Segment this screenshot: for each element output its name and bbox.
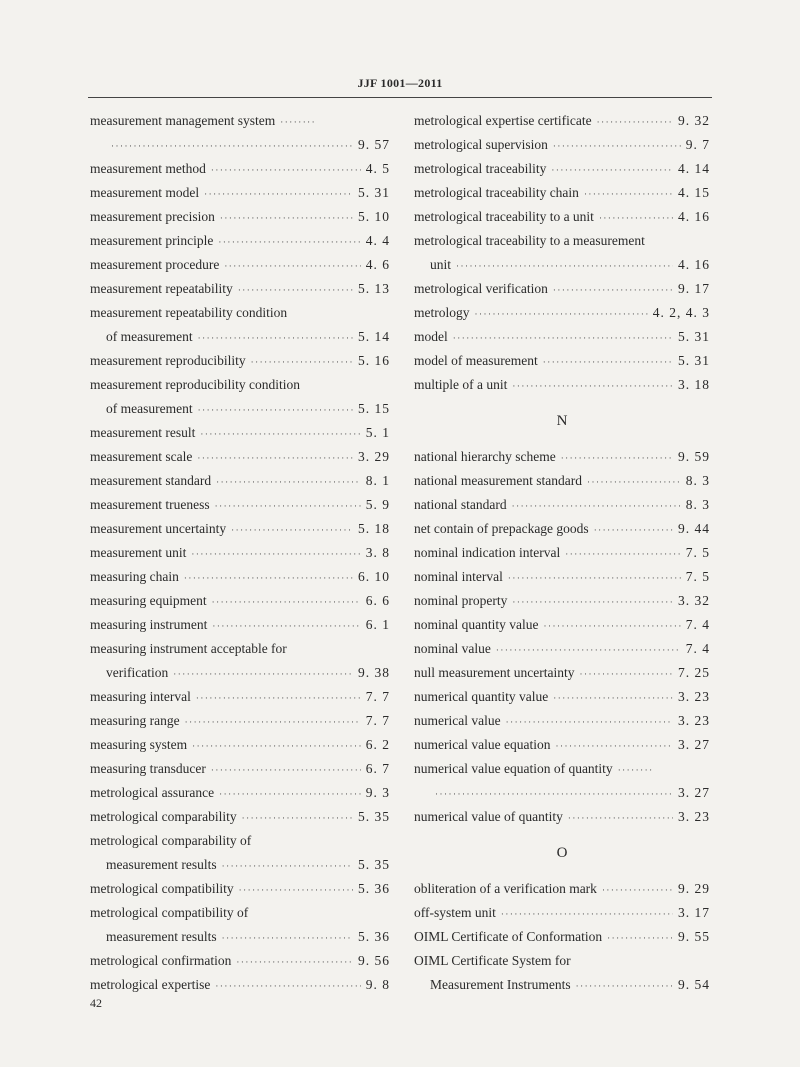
index-term: metrological assurance bbox=[90, 785, 215, 800]
index-reference: 4. 5 bbox=[365, 161, 390, 176]
index-reference: 7. 25 bbox=[678, 665, 710, 680]
index-term: national hierarchy scheme bbox=[414, 449, 556, 464]
index-entry bbox=[414, 205, 710, 229]
dot-leader bbox=[200, 422, 360, 446]
index-term: metrological compatibility bbox=[90, 881, 234, 896]
index-reference: 3. 27 bbox=[678, 785, 710, 800]
index-term: numerical value bbox=[414, 713, 501, 728]
index-reference: 5. 10 bbox=[358, 209, 390, 224]
index-term: metrological traceability to a measurement bbox=[414, 233, 645, 248]
dot-leader bbox=[196, 686, 361, 710]
dot-leader bbox=[597, 110, 673, 134]
index-entry bbox=[90, 973, 390, 997]
index-reference: 4. 4 bbox=[365, 233, 390, 248]
dot-leader bbox=[551, 158, 673, 182]
index-entry bbox=[414, 301, 710, 325]
index-entry bbox=[414, 373, 710, 397]
index-reference: 3. 27 bbox=[678, 737, 710, 752]
index-reference: 3. 17 bbox=[678, 905, 710, 920]
index-term: of measurement bbox=[106, 401, 193, 416]
index-term: null measurement uncertainty bbox=[414, 665, 575, 680]
index-reference: 9. 44 bbox=[678, 521, 710, 536]
dot-leader bbox=[251, 350, 353, 374]
index-entry bbox=[90, 181, 390, 205]
dot-leader bbox=[280, 110, 316, 134]
index-entry bbox=[90, 157, 390, 181]
dot-leader bbox=[553, 134, 681, 158]
index-entry bbox=[414, 229, 710, 253]
index-entry bbox=[414, 109, 710, 133]
dot-leader bbox=[222, 854, 353, 878]
dot-leader bbox=[435, 782, 673, 806]
dot-leader bbox=[607, 926, 673, 950]
dot-leader bbox=[238, 278, 353, 302]
index-entry bbox=[90, 925, 390, 949]
index-term: measuring range bbox=[90, 713, 180, 728]
dot-leader bbox=[224, 254, 360, 278]
index-reference: 9. 32 bbox=[678, 113, 710, 128]
index-entry bbox=[90, 565, 390, 589]
index-entry bbox=[90, 133, 390, 157]
index-reference: 9. 29 bbox=[678, 881, 710, 896]
index-term: multiple of a unit bbox=[414, 377, 508, 392]
index-reference: 5. 13 bbox=[358, 281, 390, 296]
index-entry bbox=[414, 469, 710, 493]
dot-leader bbox=[204, 182, 353, 206]
dot-leader bbox=[453, 326, 673, 350]
index-column-right bbox=[414, 109, 710, 997]
index-entry bbox=[90, 325, 390, 349]
index-term: measurement method bbox=[90, 161, 206, 176]
index-reference: 5. 36 bbox=[358, 881, 390, 896]
index-entry bbox=[90, 685, 390, 709]
dot-leader bbox=[198, 398, 353, 422]
index-term: metrological verification bbox=[414, 281, 548, 296]
index-reference: 9. 57 bbox=[358, 137, 390, 152]
index-reference: 3. 23 bbox=[678, 689, 710, 704]
index-reference: 7. 5 bbox=[685, 569, 710, 584]
index-entry bbox=[90, 397, 390, 421]
index-term: metrology bbox=[414, 305, 470, 320]
index-reference: 5. 35 bbox=[358, 857, 390, 872]
index-reference: 3. 23 bbox=[678, 713, 710, 728]
index-term: unit bbox=[430, 257, 452, 272]
index-entry bbox=[414, 589, 710, 613]
index-reference: 7. 7 bbox=[365, 713, 390, 728]
index-term: verification bbox=[106, 665, 169, 680]
index-term: numerical value equation bbox=[414, 737, 551, 752]
index-entry bbox=[90, 901, 390, 925]
index-term: nominal value bbox=[414, 641, 491, 656]
index-entry bbox=[414, 661, 710, 685]
index-reference: 4. 15 bbox=[678, 185, 710, 200]
index-entry bbox=[414, 133, 710, 157]
index-reference: 7. 7 bbox=[365, 689, 390, 704]
index-term: measurement reproducibility bbox=[90, 353, 246, 368]
index-reference: 8. 1 bbox=[365, 473, 390, 488]
header-divider bbox=[88, 97, 712, 98]
index-term: measurement procedure bbox=[90, 257, 220, 272]
dot-leader bbox=[555, 734, 673, 758]
index-reference: 9. 54 bbox=[678, 977, 710, 992]
index-term: nominal interval bbox=[414, 569, 503, 584]
index-term: nominal indication interval bbox=[414, 545, 561, 560]
dot-leader bbox=[599, 206, 673, 230]
index-term: Measurement Instruments bbox=[430, 977, 571, 992]
dot-leader bbox=[584, 182, 673, 206]
index-term: metrological comparability bbox=[90, 809, 237, 824]
dot-leader bbox=[512, 374, 673, 398]
dot-leader bbox=[242, 806, 353, 830]
index-entry bbox=[414, 901, 710, 925]
index-entry bbox=[414, 781, 710, 805]
index-term: measurement management system bbox=[90, 113, 276, 128]
index-term: metrological supervision bbox=[414, 137, 548, 152]
index-entry bbox=[414, 925, 710, 949]
index-reference: 5. 18 bbox=[358, 521, 390, 536]
index-reference: 6. 10 bbox=[358, 569, 390, 584]
index-entry bbox=[90, 229, 390, 253]
dot-leader bbox=[185, 710, 361, 734]
dot-leader bbox=[553, 278, 673, 302]
index-entry bbox=[414, 157, 710, 181]
index-reference: 3. 18 bbox=[678, 377, 710, 392]
index-reference: 4. 16 bbox=[678, 209, 710, 224]
index-reference: 6. 2 bbox=[365, 737, 390, 752]
dot-leader bbox=[236, 950, 353, 974]
index-term: measurement result bbox=[90, 425, 196, 440]
index-term: OIML Certificate System for bbox=[414, 953, 571, 968]
dot-leader bbox=[173, 662, 353, 686]
index-entry bbox=[90, 709, 390, 733]
index-entry bbox=[414, 613, 710, 637]
dot-leader bbox=[218, 230, 360, 254]
index-entry bbox=[90, 733, 390, 757]
dot-leader bbox=[512, 590, 673, 614]
index-term: measurement standard bbox=[90, 473, 212, 488]
index-reference: 8. 3 bbox=[685, 473, 710, 488]
index-entry bbox=[414, 181, 710, 205]
dot-leader bbox=[197, 446, 353, 470]
dot-leader bbox=[506, 710, 673, 734]
index-entry bbox=[414, 541, 710, 565]
index-reference: 5. 31 bbox=[358, 185, 390, 200]
index-reference: 9. 17 bbox=[678, 281, 710, 296]
index-reference: 6. 6 bbox=[365, 593, 390, 608]
index-reference: 5. 15 bbox=[358, 401, 390, 416]
index-term: measurement repeatability condition bbox=[90, 305, 288, 320]
index-entry bbox=[90, 301, 390, 325]
dot-leader bbox=[111, 134, 353, 158]
index-reference: 5. 31 bbox=[678, 329, 710, 344]
dot-leader bbox=[215, 974, 360, 998]
index-reference: 3. 23 bbox=[678, 809, 710, 824]
index-entry bbox=[90, 253, 390, 277]
index-reference: 5. 9 bbox=[365, 497, 390, 512]
dot-leader bbox=[215, 494, 361, 518]
index-entry bbox=[90, 205, 390, 229]
index-entry bbox=[90, 517, 390, 541]
index-term: numerical quantity value bbox=[414, 689, 549, 704]
dot-leader bbox=[543, 350, 673, 374]
dot-leader bbox=[543, 614, 680, 638]
index-term: off-system unit bbox=[414, 905, 496, 920]
index-reference: 9. 7 bbox=[685, 137, 710, 152]
index-entry bbox=[90, 781, 390, 805]
index-entry bbox=[414, 517, 710, 541]
index-term: national standard bbox=[414, 497, 507, 512]
dot-leader bbox=[211, 158, 361, 182]
dot-leader bbox=[565, 542, 681, 566]
index-entry bbox=[414, 637, 710, 661]
index-term: measuring chain bbox=[90, 569, 179, 584]
index-entry bbox=[90, 421, 390, 445]
dot-leader bbox=[553, 686, 673, 710]
index-term: metrological expertise certificate bbox=[414, 113, 592, 128]
index-reference: 3. 32 bbox=[678, 593, 710, 608]
index-term: metrological expertise bbox=[90, 977, 211, 992]
dot-leader bbox=[212, 590, 361, 614]
index-entry bbox=[414, 805, 710, 829]
index-term: model bbox=[414, 329, 448, 344]
section-letter-heading: N bbox=[556, 413, 568, 429]
dot-leader bbox=[475, 302, 648, 326]
index-term: measurement trueness bbox=[90, 497, 210, 512]
index-entry bbox=[414, 325, 710, 349]
index-entry bbox=[414, 757, 710, 781]
dot-leader bbox=[594, 518, 673, 542]
index-entry bbox=[90, 277, 390, 301]
index-reference: 5. 31 bbox=[678, 353, 710, 368]
index-term: measuring equipment bbox=[90, 593, 207, 608]
index-reference: 9. 56 bbox=[358, 953, 390, 968]
index-entry bbox=[90, 493, 390, 517]
index-reference: 4. 14 bbox=[678, 161, 710, 176]
index-reference: 7. 4 bbox=[685, 617, 710, 632]
index-entry bbox=[414, 685, 710, 709]
index-entry bbox=[414, 565, 710, 589]
page-header-title: JJF 1001—2011 bbox=[357, 76, 443, 90]
index-term: measuring system bbox=[90, 737, 188, 752]
index-reference: 4. 6 bbox=[365, 257, 390, 272]
index-term: net contain of prepackage goods bbox=[414, 521, 589, 536]
index-entry bbox=[414, 349, 710, 373]
index-term: measurement model bbox=[90, 185, 200, 200]
index-term: nominal property bbox=[414, 593, 508, 608]
index-entry bbox=[414, 253, 710, 277]
index-entry bbox=[90, 661, 390, 685]
index-entry bbox=[414, 733, 710, 757]
dot-leader bbox=[512, 494, 681, 518]
index-entry bbox=[90, 877, 390, 901]
index-entry bbox=[90, 637, 390, 661]
index-term: metrological traceability chain bbox=[414, 185, 579, 200]
dot-leader bbox=[216, 470, 361, 494]
index-term: metrological compatibility of bbox=[90, 905, 249, 920]
index-entry bbox=[90, 757, 390, 781]
index-term: OIML Certificate of Conformation bbox=[414, 929, 603, 944]
dot-leader bbox=[219, 782, 361, 806]
index-entry bbox=[90, 949, 390, 973]
index-term: measuring instrument acceptable for bbox=[90, 641, 287, 656]
index-term: numerical value equation of quantity bbox=[414, 761, 613, 776]
index-reference: 9. 59 bbox=[678, 449, 710, 464]
index-term: measurement reproducibility condition bbox=[90, 377, 300, 392]
index-term: measurement repeatability bbox=[90, 281, 233, 296]
dot-leader bbox=[587, 470, 681, 494]
index-entry bbox=[90, 613, 390, 637]
index-reference: 8. 3 bbox=[685, 497, 710, 512]
section-letter-heading: O bbox=[556, 845, 568, 861]
index-entry bbox=[90, 349, 390, 373]
index-term: national measurement standard bbox=[414, 473, 582, 488]
dot-leader bbox=[222, 926, 353, 950]
dot-leader bbox=[576, 974, 673, 998]
dot-leader bbox=[602, 878, 673, 902]
index-reference: 7. 4 bbox=[685, 641, 710, 656]
index-term: measurement unit bbox=[90, 545, 187, 560]
dot-leader bbox=[508, 566, 681, 590]
index-reference: 5. 1 bbox=[365, 425, 390, 440]
dot-leader bbox=[231, 518, 353, 542]
index-term: model of measurement bbox=[414, 353, 538, 368]
index-column-left bbox=[90, 109, 390, 997]
index-reference: 4. 16 bbox=[678, 257, 710, 272]
index-term: measuring interval bbox=[90, 689, 191, 704]
dot-leader bbox=[198, 326, 353, 350]
index-entry bbox=[414, 877, 710, 901]
index-term: measurement uncertainty bbox=[90, 521, 227, 536]
index-reference: 4. 2, 4. 3 bbox=[652, 305, 710, 320]
index-term: obliteration of a verification mark bbox=[414, 881, 597, 896]
index-reference: 9. 55 bbox=[678, 929, 710, 944]
dot-leader bbox=[212, 614, 360, 638]
dot-leader bbox=[220, 206, 353, 230]
index-reference: 9. 3 bbox=[365, 785, 390, 800]
index-entry bbox=[90, 853, 390, 877]
index-entry bbox=[90, 469, 390, 493]
index-reference: 5. 16 bbox=[358, 353, 390, 368]
index-term: measurement precision bbox=[90, 209, 215, 224]
index-entry bbox=[90, 541, 390, 565]
dot-leader bbox=[579, 662, 673, 686]
index-entry bbox=[90, 589, 390, 613]
page-number: 42 bbox=[90, 996, 102, 1010]
index-term: measurement results bbox=[106, 929, 217, 944]
index-entry bbox=[90, 373, 390, 397]
dot-leader bbox=[192, 734, 361, 758]
index-entry bbox=[90, 445, 390, 469]
index-reference: 3. 8 bbox=[365, 545, 390, 560]
index-entry bbox=[90, 805, 390, 829]
dot-leader bbox=[184, 566, 353, 590]
dot-leader bbox=[561, 446, 673, 470]
index-term: numerical value of quantity bbox=[414, 809, 563, 824]
index-entry bbox=[90, 829, 390, 853]
index-reference: 3. 29 bbox=[358, 449, 390, 464]
index-entry bbox=[414, 709, 710, 733]
index-entry bbox=[414, 277, 710, 301]
index-term: measurement principle bbox=[90, 233, 214, 248]
index-reference: 5. 14 bbox=[358, 329, 390, 344]
index-reference: 5. 36 bbox=[358, 929, 390, 944]
index-reference: 6. 7 bbox=[365, 761, 390, 776]
dot-leader bbox=[191, 542, 360, 566]
index-term: metrological traceability bbox=[414, 161, 547, 176]
index-reference: 9. 8 bbox=[365, 977, 390, 992]
index-entry bbox=[414, 493, 710, 517]
index-term: metrological comparability of bbox=[90, 833, 252, 848]
index-entry bbox=[414, 973, 710, 997]
index-reference: 5. 35 bbox=[358, 809, 390, 824]
dot-leader bbox=[496, 638, 681, 662]
index-term: measuring transducer bbox=[90, 761, 206, 776]
dot-leader bbox=[618, 758, 654, 782]
dot-leader bbox=[239, 878, 353, 902]
index-entry bbox=[414, 445, 710, 469]
dot-leader bbox=[456, 254, 673, 278]
dot-leader bbox=[211, 758, 361, 782]
dot-leader bbox=[568, 806, 673, 830]
index-reference: 6. 1 bbox=[365, 617, 390, 632]
index-entry bbox=[90, 109, 390, 133]
index-term: metrological confirmation bbox=[90, 953, 232, 968]
index-entry bbox=[414, 949, 710, 973]
index-term: of measurement bbox=[106, 329, 193, 344]
index-term: measuring instrument bbox=[90, 617, 208, 632]
index-term: nominal quantity value bbox=[414, 617, 539, 632]
index-term: metrological traceability to a unit bbox=[414, 209, 594, 224]
index-reference: 7. 5 bbox=[685, 545, 710, 560]
index-term: measurement results bbox=[106, 857, 217, 872]
index-reference: 9. 38 bbox=[358, 665, 390, 680]
dot-leader bbox=[501, 902, 673, 926]
index-term: measurement scale bbox=[90, 449, 193, 464]
